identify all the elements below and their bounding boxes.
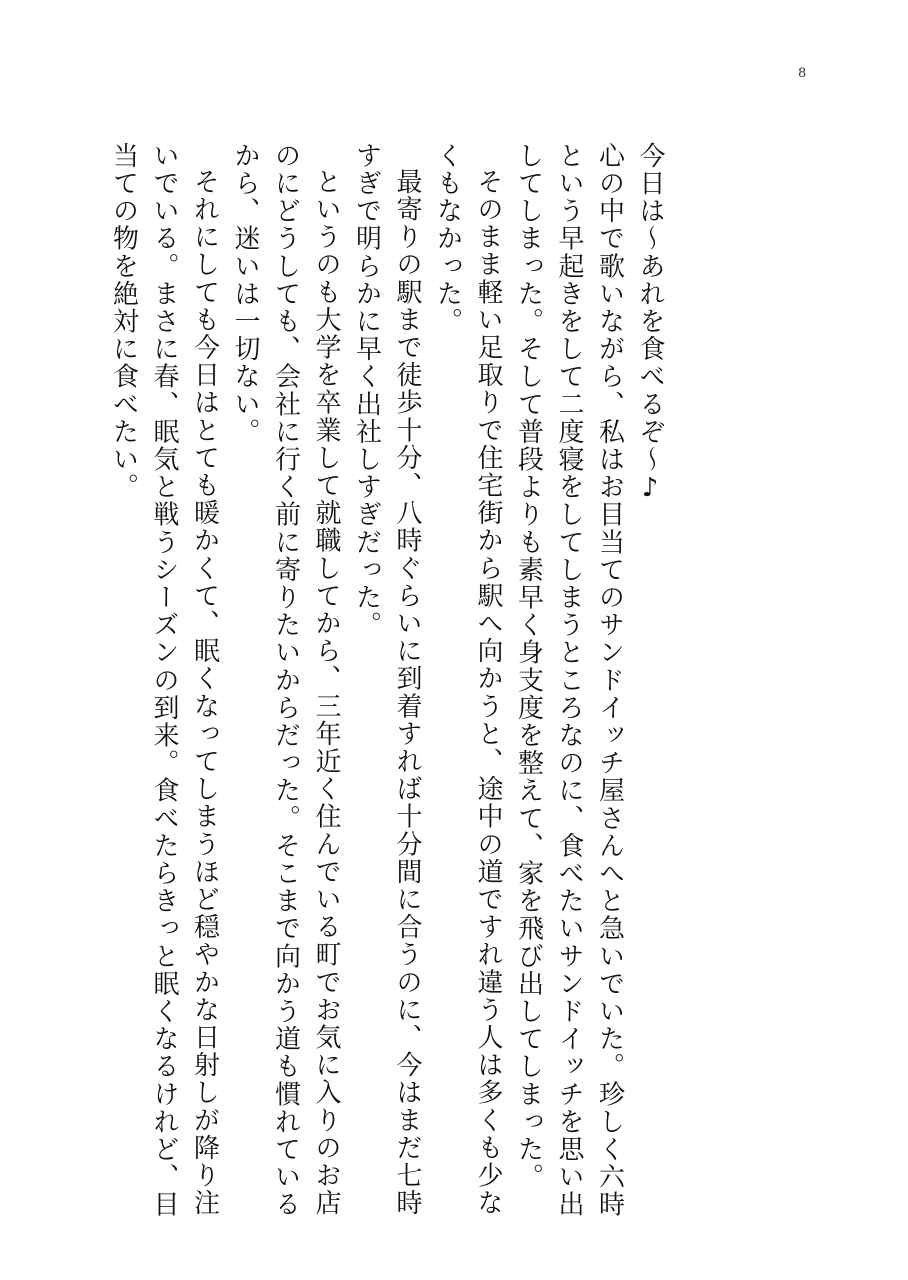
paragraph: それにしても今日はとても暖かくて、眠くなってしまうほど穏やかな日射しが降り注いでいる。まさに春、眠気と戦うシーズンの到来。食べたらきっと眠くなるけれど、目当ての物を絶対に食べたい。	[108, 142, 220, 1219]
vertical-text-body	[108, 142, 670, 1222]
paragraph: 今日は～あれを食べるぞ～♪	[635, 142, 665, 505]
paragraph: そのまま軽い足取りで住宅街から駅へ向かうと、途中の道ですれ違う人は多くも少なくもなかった。	[432, 142, 503, 1217]
paragraph: 最寄りの駅まで徒歩十分、八時ぐらいに到着すれば十分間に合うのに、今はまだ七時すぎで明らかに早く出社しすぎだった。	[351, 142, 422, 1217]
page-number: 8	[798, 66, 807, 81]
paragraph: というのも大学を卒業して就職してから、三年近く住んでいる町でお気に入りのお店のにどうしても、会社に行く前に寄りたいからだった。そこまで向かう道も慣れているから、迷いは一切ない。	[230, 142, 341, 1219]
paragraph: 心の中で歌いながら、私はお目当てのサンドイッチ屋さんへと急いでいた。珍しく六時という早起きをして二度寝をしてしまうところなのに、食べたいサンドイッチを思い出してしまった。そして普段よりも素早く身支度を整えて、家を飛び出してしまった。	[513, 142, 625, 1219]
